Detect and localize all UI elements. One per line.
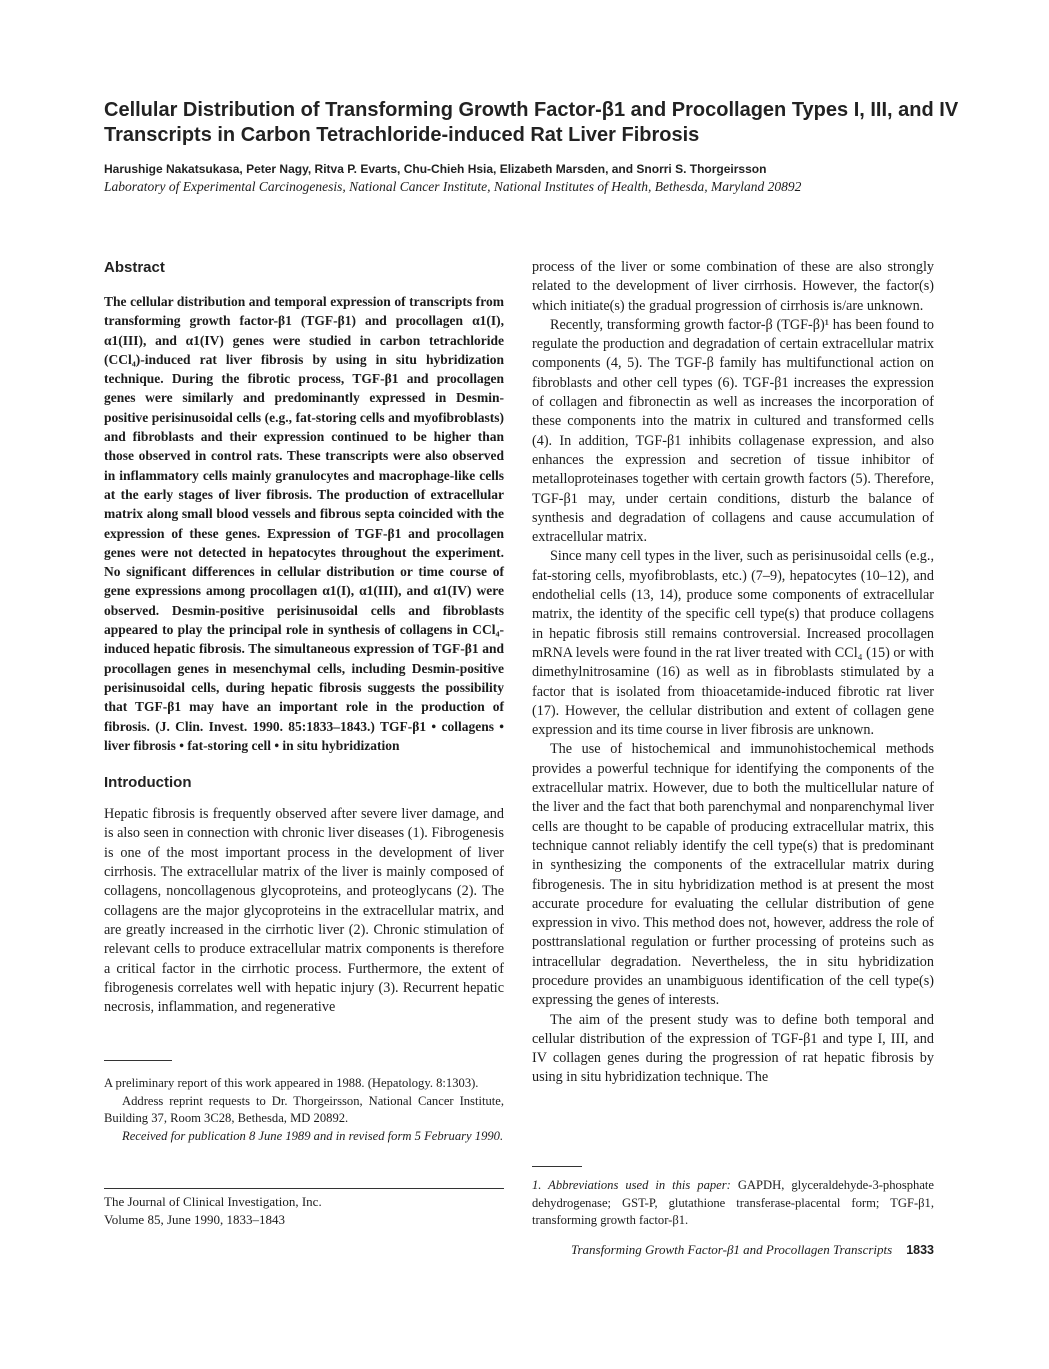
abbreviations-label: 1. Abbreviations used in this paper:	[532, 1178, 731, 1192]
footnote-divider	[532, 1166, 582, 1167]
footnotes-left	[104, 1060, 504, 1145]
left-column	[104, 258, 504, 1017]
abstract-text: The cellular distribution and temporal expression of transcripts from transforming growth factor-β1 (TGF-β1) and procollagen α1(I), α1(III), and α1(IV) genes were studied in carbon tetrachloride (CCl₄)-induced rat liver fibrosis by using in situ hybridization technique. During the fibrotic process, TGF-β1 and procollagen genes were similarly and predominantly expressed in Desmin-positive perisinusoidal cells (e.g., fat-storing cells and myofibroblasts) and fibroblasts and their expression continued to be higher than those observed in control rats. These transcripts were also observed in inflammatory cells mainly granulocytes and macrophage-like cells at the early stages of liver fibrosis. The production of extracellular matrix along small blood vessels and fibrous septa coincided with the expression of these genes. Expression of TGF-β1 and procollagen genes were not detected in hepatocytes throughout the experiment. No significant differences in cellular distribution or time course of gene expressions among procollagen α1(I), α1(III), and α1(IV) were observed. Desmin-positive perisinusoidal cells and fibroblasts appeared to play the principal role in synthesis of collagens in CCl₄-induced hepatic fibrosis. The simultaneous expression of TGF-β1 and procollagen genes in mesenchymal cells, including Desmin-positive perisinusoidal cells, during hepatic fibrosis suggests the possibility that TGF-β1 may have an important role in the production of fibrosis.	[104, 294, 504, 734]
affiliation: Laboratory of Experimental Carcinogenesis, National Cancer Institute, National Institutes of Health, Bethesda, Maryland 20892	[104, 179, 802, 194]
abstract-heading: Abstract	[104, 259, 165, 276]
footnote-preliminary-report: A preliminary report of this work appeared in 1988. (Hepatology. 8:1303).	[104, 1076, 479, 1090]
footnote-text	[104, 1075, 504, 1145]
running-head	[532, 1242, 934, 1258]
body-paragraph: Recently, transforming growth factor-β (TGF-β)¹ has been found to regulate the production and degradation of certain extracellular matrix components (4, 5). The TGF-β family has multifunctional action on fibroblasts and other cell types (6). TGF-β1 increases the expression of collagen and fibronectin as well as increases the incorporation of these components into the matrix in cultured and transformed cells (4). In addition, TGF-β1 inhibits collagenase expression, and also enhances the expression and secretion of tissue inhibitor of metalloproteinases together with certain growth factors (5). Therefore, TGF-β1 may, under certain conditions, disturb the balance of synthesis and degradation of collagens and cause accumulation of extracellular matrix.	[532, 316, 934, 546]
body-paragraph: The use of histochemical and immunohistochemical methods provides a powerful technique for identifying the components of the extracellular matrix. However, due to both the multicellular nature of the liver and the fact that both parenchymal and nonparenchymal liver cells are thought to be capable of producing extracellular matrix, this technique cannot reliably identify the cell type(s) that is predominant in synthesizing the components of the extracellular matrix during fibrogenesis. The in situ hybridization method is at present the most accurate procedure for evaluating the cellular distribution of gene expression in vivo. This method does not, however, address the role of posttranslational regulation or further processing of proteins such as intracellular degradation. Nevertheless, the in situ hybridization procedure provides an unambiguous identification of the cell type(s) expressing the genes of interests.	[532, 741, 934, 1009]
footnote-divider	[104, 1060, 172, 1061]
journal-volume: Volume 85, June 1990, 1833–1843	[104, 1211, 286, 1227]
journal-name: The Journal of Clinical Investigation, Inc.	[104, 1194, 322, 1209]
abstract-citation: (J. Clin. Invest. 1990. 85:1833–1843.)	[155, 718, 375, 734]
abstract-body	[104, 292, 504, 755]
introduction-heading: Introduction	[104, 774, 192, 792]
journal-divider	[104, 1188, 504, 1189]
running-head-title: Transforming Growth Factor-β1 and Procollagen Transcripts	[570, 1242, 893, 1257]
abbreviations-footnote	[532, 1177, 934, 1230]
right-column	[532, 258, 934, 1088]
body-paragraph: Since many cell types in the liver, such as perisinusoidal cells (e.g., fat-storing cells, myofibroblasts, etc.) (7–9), hepatocytes (10–12), and endothelial cells (13, 14), produce some components of extracellular matrix, the identity of the specific cell type(s) that produce collagens in hepatic fibrosis still remains controversial. Increased procollagen mRNA levels were found in the rat liver treated with CCl₄ (15) or with dimethylnitrosamine (16) as well as in fibroblasts stimulated by a factor that is isolated from thioacetamide-induced fibrotic rat liver (17). However, the cellular distribution and extent of collagen gene expression and its time course in liver fibrosis are unknown.	[532, 548, 934, 739]
abstract-keywords: TGF-β1 • collagens • liver fibrosis • fat-storing cell • in situ hybridization	[104, 718, 505, 753]
abbreviations-text: GAPDH, glyceraldehyde-3-phosphate dehydrogenase; GST-P, glutathione transferase-placental form; TGF-β1, transforming growth factor-β1.	[532, 1178, 934, 1227]
footnote-received-dates: Received for publication 8 June 1989 and in revised form 5 February 1990.	[122, 1128, 504, 1143]
author-list: Harushige Nakatsukasa, Peter Nagy, Ritva P. Evarts, Chu-Chieh Hsia, Elizabeth Marsden, and Snorri S. Thorgeirsson	[104, 162, 767, 176]
footnote-reprint-address: Address reprint requests to Dr. Thorgeirsson, National Cancer Institute, Building 37, Room 3C28, Bethesda, MD 20892.	[104, 1093, 504, 1125]
body-paragraph: The aim of the present study was to define both temporal and cellular distribution of the expression of TGF-β1 and type I, III, and IV collagen genes during the progression of rat hepatic fibrosis by using in situ hybridization technique. The	[532, 1011, 934, 1086]
body-paragraph: process of the liver or some combination of these are also strongly related to the development of liver cirrhosis. However, the factor(s) which initiate(s) the gradual progression of cirrhosis is/are unknown.	[532, 259, 934, 314]
footnotes-right	[532, 1166, 934, 1230]
journal-info	[104, 1193, 504, 1228]
article-title: Cellular Distribution of Transforming Growth Factor-β1 and Procollagen Types I, III, and IV Transcripts in Carbon Tetrachloride-induced Rat Liver Fibrosis	[104, 99, 959, 146]
page-number: 1833	[906, 1243, 934, 1257]
introduction-paragraph: Hepatic fibrosis is frequently observed after severe liver damage, and is also seen in connection with chronic liver diseases (1). Fibrogenesis is one of the most important process in the development of liver cirrhosis. The extracellular matrix of the liver is mainly composed of collagens, noncollagenous glycoproteins, and proteoglycans (2). The collagens are the major glycoproteins in the extracellular matrix, and are greatly increased in the cirrhotic liver (2). Chronic stimulation of relevant cells to produce extracellular matrix components is therefore a critical factor in the cirrhotic process. Furthermore, the extent of fibrogenesis correlates well with hepatic injury (3). Recurrent hepatic necrosis, inflammation, and regenerative	[104, 806, 504, 1016]
